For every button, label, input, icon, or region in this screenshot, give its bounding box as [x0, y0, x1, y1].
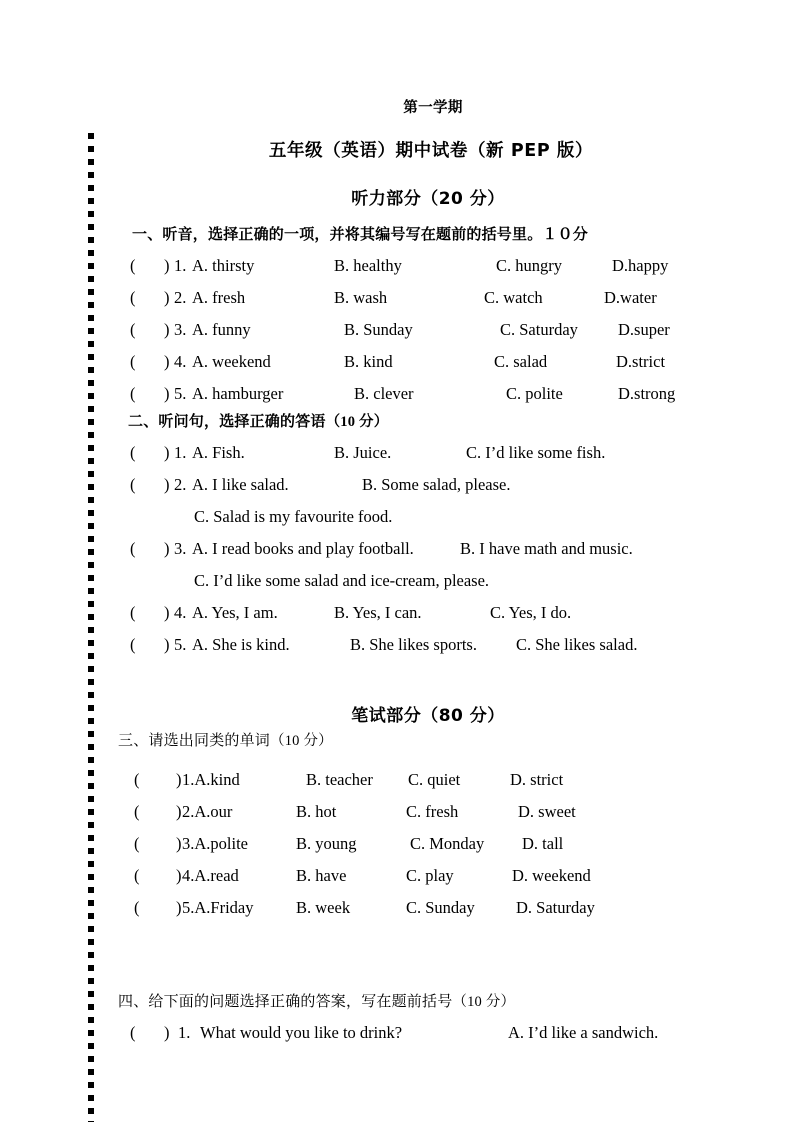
- option-b[interactable]: B. week: [296, 898, 351, 917]
- option-c[interactable]: C. watch: [484, 288, 543, 307]
- option-b[interactable]: B. Some salad, please.: [362, 475, 511, 494]
- option-b[interactable]: B. have: [296, 866, 347, 885]
- left-margin-dotted-rule: [88, 133, 94, 1122]
- option-b[interactable]: B. Sunday: [344, 320, 413, 339]
- spacer: [118, 756, 738, 764]
- bracket-open: (: [134, 770, 140, 789]
- option-a[interactable]: A. She is kind.: [192, 635, 290, 654]
- option-c[interactable]: C. Saturday: [500, 320, 578, 339]
- bracket-close: ): [164, 635, 170, 654]
- question-number: 3.: [174, 320, 187, 339]
- page-title: 五年级（英语）期中试卷（新 PEP 版）: [268, 141, 594, 161]
- section-spacer: [118, 924, 738, 964]
- bracket-open: (: [134, 834, 140, 853]
- section-spacer: [118, 661, 738, 701]
- option-c[interactable]: C. She likes salad.: [516, 635, 638, 654]
- option-a[interactable]: A. I like salad.: [192, 475, 289, 494]
- question-row: [118, 469, 738, 501]
- question-row: [118, 378, 738, 410]
- option-a[interactable]: A. I’d like a sandwich.: [508, 1023, 659, 1042]
- bracket-close: ): [176, 770, 182, 789]
- bracket-open: (: [130, 443, 136, 462]
- bracket-open: (: [130, 475, 136, 494]
- option-c[interactable]: C. Salad is my favourite food.: [194, 507, 393, 526]
- bracket-open: (: [130, 635, 136, 654]
- bracket-open: (: [130, 320, 136, 339]
- option-a[interactable]: A. Yes, I am.: [192, 603, 278, 622]
- question-number: 3.A.polite: [182, 834, 248, 853]
- option-b[interactable]: B. Juice.: [334, 443, 392, 462]
- option-a[interactable]: A. thirsty: [192, 256, 255, 275]
- question-number: 1.: [174, 256, 187, 275]
- question-number: 5.: [174, 384, 187, 403]
- question-number: 3.: [174, 539, 187, 558]
- option-b[interactable]: B. Yes, I can.: [334, 603, 422, 622]
- section-points-4: （10 分）: [452, 994, 516, 1010]
- question-number: 4.: [174, 603, 187, 622]
- option-c[interactable]: C. I’d like some fish.: [466, 443, 606, 462]
- option-c[interactable]: C. Sunday: [406, 898, 475, 917]
- option-b[interactable]: B. I have math and music.: [460, 539, 633, 558]
- option-c[interactable]: C. play: [406, 866, 454, 885]
- section-heading-4: [118, 990, 738, 1011]
- option-a[interactable]: A. Fish.: [192, 443, 245, 462]
- section-spacer: [118, 964, 738, 990]
- question-number: 2.: [174, 288, 187, 307]
- question-row: [118, 860, 738, 892]
- section-heading-3: [118, 729, 738, 750]
- option-c[interactable]: C. I’d like some salad and ice-cream, please.: [194, 571, 490, 590]
- question-number: 1.: [174, 443, 187, 462]
- option-d[interactable]: D.happy: [612, 256, 669, 275]
- option-b[interactable]: B. teacher: [306, 770, 373, 789]
- option-c[interactable]: C. Monday: [410, 834, 485, 853]
- question-row: [118, 282, 738, 314]
- question-row: [118, 629, 738, 661]
- bracket-open: (: [134, 898, 140, 917]
- bracket-open: (: [134, 802, 140, 821]
- question-row: [118, 437, 738, 469]
- question-number: 4.: [174, 352, 187, 371]
- option-d[interactable]: D. tall: [522, 834, 564, 853]
- section-heading-2-text: 二、听问句，选择正确的答语: [128, 412, 326, 430]
- bracket-open: (: [130, 1023, 136, 1042]
- option-d[interactable]: D.strict: [616, 352, 666, 371]
- option-a[interactable]: A. I read books and play football.: [192, 539, 414, 558]
- question-row: [118, 1017, 738, 1049]
- question-row: [118, 314, 738, 346]
- section-heading-1: 一、听音，选择正确的一项，并将其编号写在题前的括号里。１０分: [132, 225, 589, 243]
- option-c[interactable]: C. hungry: [496, 256, 562, 275]
- question-number: 2.A.our: [182, 802, 233, 821]
- option-b[interactable]: B. young: [296, 834, 357, 853]
- bracket-close: ): [176, 834, 182, 853]
- question-number: 5.: [174, 635, 187, 654]
- bracket-open: (: [130, 256, 136, 275]
- option-d[interactable]: D. sweet: [518, 802, 576, 821]
- bracket-close: ): [164, 475, 170, 494]
- option-d[interactable]: D.super: [618, 320, 670, 339]
- bracket-close: ): [164, 320, 170, 339]
- option-b[interactable]: B. kind: [344, 352, 393, 371]
- bracket-open: (: [130, 603, 136, 622]
- option-c[interactable]: C. fresh: [406, 802, 459, 821]
- option-b[interactable]: B. hot: [296, 802, 337, 821]
- option-b[interactable]: B. wash: [334, 288, 388, 307]
- option-d[interactable]: D. strict: [510, 770, 564, 789]
- question-row: [118, 250, 738, 282]
- bracket-close: ): [164, 352, 170, 371]
- question-number: 2.: [174, 475, 187, 494]
- section-points-2: （10 分）: [325, 414, 389, 430]
- question-row: [118, 892, 738, 924]
- bracket-close: ): [164, 288, 170, 307]
- page-content: [118, 96, 738, 1049]
- option-a[interactable]: A. funny: [192, 320, 251, 339]
- written-part-heading: 笔试部分（80 分）: [351, 706, 505, 726]
- bracket-close: ): [164, 539, 170, 558]
- option-b[interactable]: B. clever: [354, 384, 414, 403]
- question-row: [118, 828, 738, 860]
- option-c[interactable]: C. salad: [494, 352, 548, 371]
- bracket-close: ): [164, 384, 170, 403]
- section-heading-4-text: 四、给下面的问题选择正确的答案，写在题前括号: [118, 992, 453, 1010]
- question-row: [118, 346, 738, 378]
- bracket-open: (: [130, 352, 136, 371]
- option-d[interactable]: D. weekend: [512, 866, 591, 885]
- question-number: 4.A.read: [182, 866, 239, 885]
- option-c[interactable]: C. Yes, I do.: [490, 603, 572, 622]
- section-points-3: （10 分）: [270, 733, 333, 749]
- bracket-open: (: [130, 539, 136, 558]
- term-heading: 第一学期: [403, 100, 463, 116]
- bracket-close: ): [164, 256, 170, 275]
- bracket-close: ): [176, 802, 182, 821]
- bracket-close: ): [164, 603, 170, 622]
- listening-part-heading: 听力部分（20 分）: [351, 189, 505, 209]
- bracket-open: (: [130, 288, 136, 307]
- question-row: [118, 764, 738, 796]
- section-heading-3-text: 三、请选出同类的单词: [118, 731, 271, 749]
- option-c[interactable]: C. quiet: [408, 770, 461, 789]
- option-d[interactable]: D.strong: [618, 384, 676, 403]
- option-b[interactable]: B. She likes sports.: [350, 635, 477, 654]
- question-number: 5.A.Friday: [182, 898, 254, 917]
- question-text: What would you like to drink?: [200, 1023, 403, 1042]
- option-c[interactable]: C. polite: [506, 384, 563, 403]
- bracket-open: (: [134, 866, 140, 885]
- question-row: [118, 597, 738, 629]
- question-number: 1.A.kind: [182, 770, 240, 789]
- question-row: [118, 796, 738, 828]
- option-b[interactable]: B. healthy: [334, 256, 402, 275]
- bracket-close: ): [176, 898, 182, 917]
- section-heading-2: [118, 410, 738, 431]
- option-a[interactable]: A. fresh: [192, 288, 246, 307]
- bracket-open: (: [130, 384, 136, 403]
- option-d[interactable]: D.water: [604, 288, 657, 307]
- question-row: [118, 533, 738, 565]
- option-a[interactable]: A. weekend: [192, 352, 271, 371]
- option-a[interactable]: A. hamburger: [192, 384, 284, 403]
- bracket-close: ): [164, 1023, 170, 1042]
- option-d[interactable]: D. Saturday: [516, 898, 595, 917]
- question-number: 1.: [178, 1023, 191, 1042]
- bracket-close: ): [164, 443, 170, 462]
- bracket-close: ): [176, 866, 182, 885]
